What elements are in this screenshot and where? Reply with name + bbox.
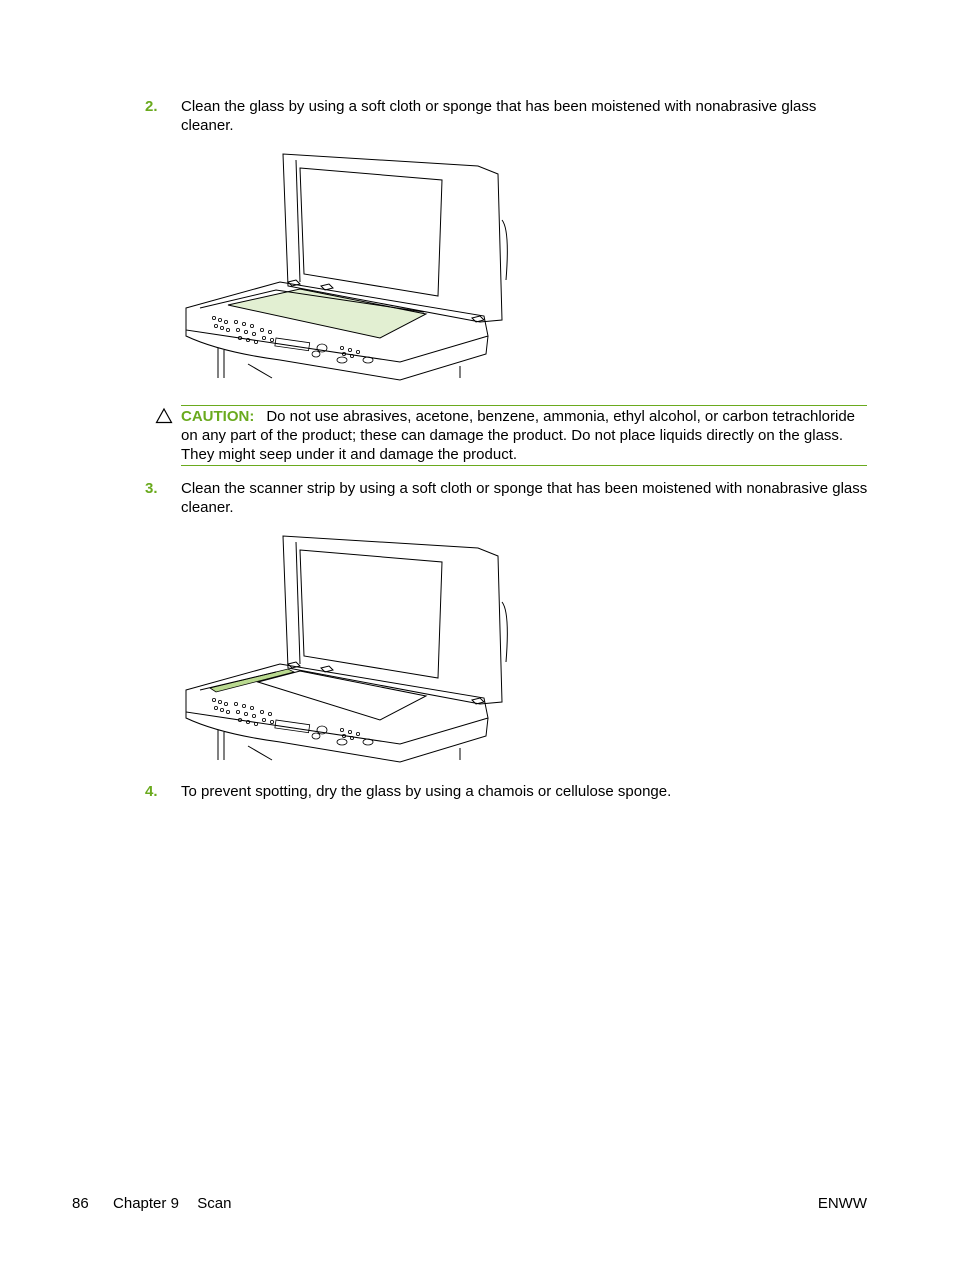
step-number: 4. xyxy=(145,783,158,800)
caution-triangle-icon xyxy=(155,407,173,425)
scanner-base xyxy=(186,664,488,744)
step-number: 3. xyxy=(145,480,158,497)
footer-left xyxy=(72,1194,231,1213)
control-panel xyxy=(212,698,373,745)
caution-text: Do not use abrasives, acetone, benzene, ammonia, ethyl alcohol, or carbon tetrachloride on any part of the product; these can damage the product. Do not place liquids directly on the glass. They might seep under it and damage the product. xyxy=(181,408,856,463)
step-number: 2. xyxy=(145,98,158,115)
doc-code: ENWW xyxy=(817,1195,867,1212)
scanner-strip-illustration xyxy=(180,532,525,764)
caution-label: CAUTION: xyxy=(181,408,255,425)
step-text: Clean the glass by using a soft cloth or sponge that has been moistened with nonabrasive glass cleaner. xyxy=(181,98,817,134)
step-text: To prevent spotting, dry the glass by using a chamois or cellulose sponge. xyxy=(181,783,672,800)
scanner-strip xyxy=(210,669,294,692)
chapter-label: Chapter 9 xyxy=(113,1195,179,1212)
section-label: Scan xyxy=(197,1195,232,1212)
step-text: Clean the scanner strip by using a soft cloth or sponge that has been moistened with nonabrasive glass cleaner. xyxy=(181,480,868,516)
page-number: 86 xyxy=(72,1195,89,1212)
step-3 xyxy=(145,479,870,517)
scanner-lid xyxy=(283,536,502,704)
caution-note xyxy=(181,405,867,466)
scanner-glass xyxy=(228,289,426,338)
scanner-glass-illustration xyxy=(180,150,525,382)
step-4 xyxy=(145,782,870,801)
step-2 xyxy=(145,97,870,135)
